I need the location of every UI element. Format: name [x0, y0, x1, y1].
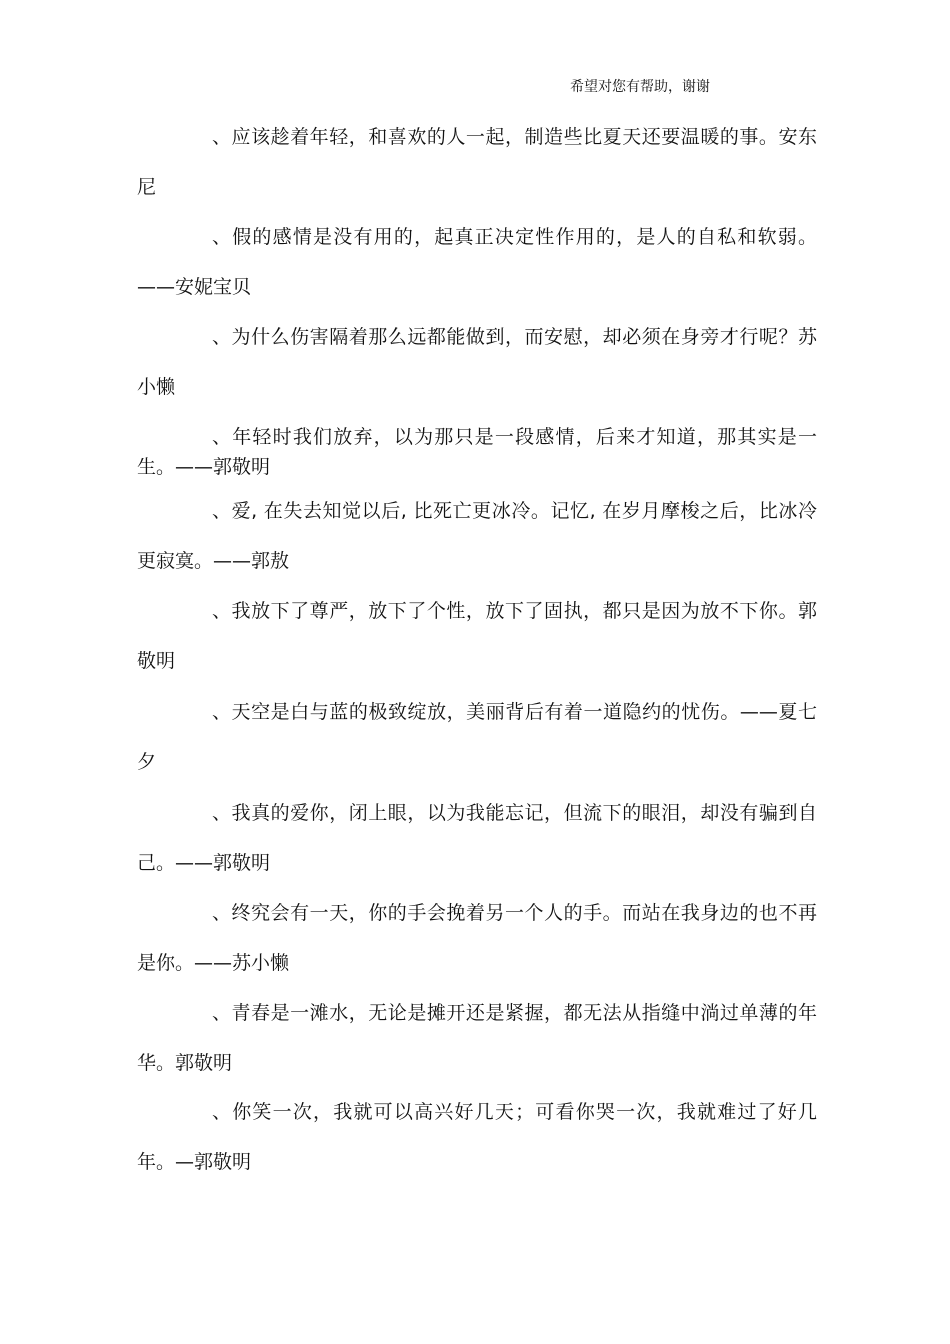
- quote-6: 、我放下了尊严，放下了个性，放下了固执，都只是因为放不下你。郭敬明: [137, 600, 817, 672]
- quote-2: 、假的感情是没有用的，起真正决定性作用的，是人的自私和软弱。——安妮宝贝: [137, 226, 817, 298]
- quote-7: 、天空是白与蓝的极致绽放，美丽背后有着一道隐约的忧伤。——夏七夕: [137, 701, 817, 773]
- quote-5: 、爱, 在失去知觉以后, 比死亡更冰冷。记忆, 在岁月摩梭之后，比冰冷更寂寞。——郭敖: [137, 500, 817, 572]
- quote-9: 、终究会有一天，你的手会挽着另一个人的手。而站在我身边的也不再是你。——苏小懒: [137, 902, 817, 974]
- quote-10: 、青春是一滩水，无论是摊开还是紧握，都无法从指缝中淌过单薄的年华。郭敬明: [137, 1002, 817, 1074]
- quote-4: 、年轻时我们放弃，以为那只是一段感情，后来才知道，那其实是一生。——郭敬明: [137, 426, 817, 478]
- quote-1: 、应该趁着年轻，和喜欢的人一起，制造些比夏天还要温暖的事。安东尼: [137, 126, 817, 198]
- quote-3: 、为什么伤害隔着那么远都能做到，而安慰，却必须在身旁才行呢？苏小懒: [137, 326, 817, 398]
- header-note: 希望对您有帮助，谢谢: [570, 79, 710, 95]
- quote-11: 、你笑一次，我就可以高兴好几天；可看你哭一次，我就难过了好几年。—郭敬明: [137, 1101, 817, 1173]
- quote-8: 、我真的爱你，闭上眼，以为我能忘记，但流下的眼泪，却没有骗到自己。——郭敬明: [137, 802, 817, 874]
